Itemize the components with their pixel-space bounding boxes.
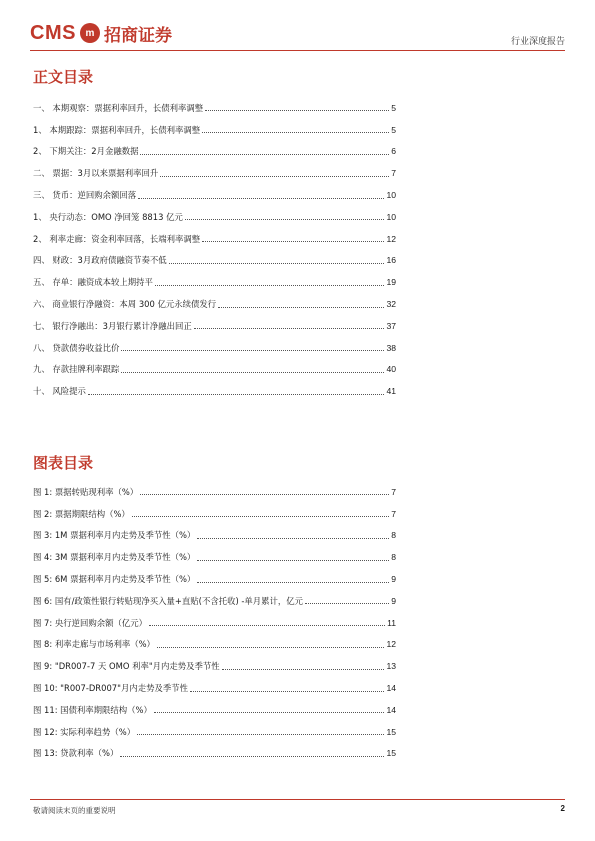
logo-latin-text: CMS <box>30 21 76 44</box>
dot-leader <box>140 494 389 495</box>
toc-entry-label[interactable]: 五、 存单：融资成本较上期持平 <box>33 277 153 288</box>
toc-entry-page[interactable]: 19 <box>386 277 396 288</box>
toc-entry-label[interactable]: 七、 银行净融出：3月银行累计净融出回正 <box>33 320 192 331</box>
page-number: 2 <box>560 804 565 813</box>
body-toc-entry[interactable] <box>33 141 396 163</box>
toc-entry-page[interactable]: 13 <box>386 661 396 672</box>
figure-toc-entry[interactable] <box>33 546 396 568</box>
toc-entry-page[interactable]: 6 <box>391 146 396 157</box>
dot-leader <box>202 241 384 242</box>
dot-leader <box>202 132 389 133</box>
body-toc-entry[interactable] <box>33 380 396 402</box>
body-toc-list <box>33 97 396 402</box>
body-toc-entry[interactable] <box>33 228 396 250</box>
dot-leader <box>305 603 389 604</box>
dot-leader <box>140 154 389 155</box>
figure-toc-entry[interactable] <box>33 590 396 612</box>
footer-divider <box>30 799 565 800</box>
toc-entry-page[interactable]: 37 <box>386 320 396 331</box>
dot-leader <box>132 516 389 517</box>
dot-leader <box>222 669 385 670</box>
toc-entry-page[interactable]: 11 <box>387 617 396 628</box>
dot-leader <box>154 712 385 713</box>
figure-toc-entry[interactable] <box>33 568 396 590</box>
toc-entry-label[interactable]: 2、 利率走廊：资金利率回落，长端利率调整 <box>33 233 201 244</box>
toc-entry-label[interactable]: 图 9: "DR007-7 天 OMO 利率"月内走势及季节性 <box>33 661 220 672</box>
toc-entry-page[interactable]: 7 <box>391 508 396 519</box>
figure-toc-entry[interactable] <box>33 612 396 634</box>
body-toc-entry[interactable] <box>33 162 396 184</box>
toc-entry-label[interactable]: 图 11: 国债利率期限结构（%） <box>33 704 152 715</box>
dot-leader <box>218 307 384 308</box>
figure-toc-entry[interactable] <box>33 634 396 656</box>
toc-entry-label[interactable]: 六、 商业银行净融资：本周 300 亿元永续债发行 <box>33 299 217 310</box>
dot-leader <box>157 647 385 648</box>
body-toc-entry[interactable] <box>33 206 396 228</box>
company-logo <box>30 18 172 48</box>
figure-toc-entry[interactable] <box>33 743 396 765</box>
toc-entry-page[interactable]: 38 <box>386 342 396 353</box>
dot-leader <box>197 538 389 539</box>
toc-entry-page[interactable]: 10 <box>386 190 396 201</box>
toc-entry-page[interactable]: 16 <box>386 255 396 266</box>
dot-leader <box>169 263 385 264</box>
figure-toc-title: 图表目录 <box>33 454 94 472</box>
toc-entry-label[interactable]: 一、 本期观察：票据利率回升，长债利率调整 <box>33 102 204 113</box>
toc-entry-label[interactable]: 图 4: 3M 票据利率月内走势及季节性（%） <box>33 552 196 563</box>
toc-entry-label[interactable]: 图 8: 利率走廊与市场利率（%） <box>33 639 155 650</box>
body-toc-entry[interactable] <box>33 359 396 381</box>
dot-leader <box>205 110 389 111</box>
toc-entry-label[interactable]: 图 13: 贷款利率（%） <box>33 748 119 759</box>
toc-entry-label[interactable]: 图 3: 1M 票据利率月内走势及季节性（%） <box>33 530 196 541</box>
body-toc-entry[interactable] <box>33 315 396 337</box>
body-toc-entry[interactable] <box>33 271 396 293</box>
figure-toc-entry[interactable] <box>33 655 396 677</box>
toc-entry-label[interactable]: 十、 风险提示 <box>33 386 86 397</box>
figure-toc-entry[interactable] <box>33 481 396 503</box>
toc-entry-label[interactable]: 2、 下期关注：2月金融数据 <box>33 146 139 157</box>
dot-leader <box>138 198 384 199</box>
figure-toc-entry[interactable] <box>33 699 396 721</box>
figure-toc-entry[interactable] <box>33 525 396 547</box>
figure-toc-list <box>33 481 396 764</box>
toc-entry-label[interactable]: 图 6: 国有/政策性银行转贴现净买入量+直贴(不含托收) -单月累计，亿元 <box>33 595 304 606</box>
figure-toc-entry[interactable] <box>33 721 396 743</box>
dot-leader <box>197 582 389 583</box>
dot-leader <box>160 176 389 177</box>
dot-leader <box>194 328 385 329</box>
dot-leader <box>190 691 384 692</box>
toc-entry-label[interactable]: 二、 票据：3月以来票据利率回升 <box>33 168 159 179</box>
report-type-label: 行业深度报告 <box>510 37 565 47</box>
body-toc-title: 正文目录 <box>33 68 94 86</box>
toc-entry-page[interactable]: 14 <box>386 704 396 715</box>
dot-leader <box>121 350 384 351</box>
dot-leader <box>120 756 384 757</box>
dot-leader <box>185 219 385 220</box>
toc-entry-page[interactable]: 15 <box>386 748 396 759</box>
toc-entry-page[interactable]: 5 <box>391 102 396 113</box>
toc-entry-label[interactable]: 图 10: "R007-DR007"月内走势及季节性 <box>33 683 188 694</box>
dot-leader <box>155 285 385 286</box>
disclaimer-note: 敬请阅读末页的重要说明 <box>33 806 116 815</box>
toc-entry-label[interactable]: 图 5: 6M 票据利率月内走势及季节性（%） <box>33 574 196 585</box>
toc-entry-label[interactable]: 四、 财政：3月政府债融资节奏不低 <box>33 255 167 266</box>
toc-entry-page[interactable]: 12 <box>386 233 396 244</box>
body-toc-entry[interactable] <box>33 293 396 315</box>
toc-entry-label[interactable]: 三、 货币：逆回购余额回落 <box>33 190 137 201</box>
header-divider <box>30 50 565 51</box>
toc-entry-label[interactable]: 1、 本期跟踪：票据利率回升，长债利率调整 <box>33 124 201 135</box>
toc-entry-label[interactable]: 图 2: 票据期限结构（%） <box>33 508 130 519</box>
toc-entry-label[interactable]: 图 7: 央行逆回购余额（亿元） <box>33 617 147 628</box>
dot-leader <box>197 560 389 561</box>
toc-entry-label[interactable]: 1、 央行动态：OMO 净回笼 8813 亿元 <box>33 211 183 222</box>
toc-entry-page[interactable]: 8 <box>391 552 396 563</box>
toc-entry-page[interactable]: 41 <box>386 386 396 397</box>
toc-entry-page[interactable]: 14 <box>386 683 396 694</box>
body-toc-entry[interactable] <box>33 337 396 359</box>
toc-entry-page[interactable]: 9 <box>391 595 396 606</box>
body-toc-entry[interactable] <box>33 184 396 206</box>
toc-entry-page[interactable]: 32 <box>386 299 396 310</box>
toc-entry-page[interactable]: 12 <box>386 639 396 650</box>
toc-entry-page[interactable]: 15 <box>386 726 396 737</box>
dot-leader <box>88 394 385 395</box>
body-toc-entry[interactable] <box>33 250 396 272</box>
toc-entry-page[interactable]: 7 <box>391 168 396 179</box>
toc-entry-page[interactable]: 5 <box>391 124 396 135</box>
toc-entry-page[interactable]: 40 <box>386 364 396 375</box>
dot-leader <box>121 372 384 373</box>
toc-entry-page[interactable]: 10 <box>386 211 396 222</box>
toc-entry-label[interactable]: 八、 贷款债券收益比价 <box>33 342 120 353</box>
toc-entry-label[interactable]: 图 1: 票据转贴现利率（%） <box>33 486 139 497</box>
figure-toc-entry[interactable] <box>33 503 396 525</box>
figure-toc-entry[interactable] <box>33 677 396 699</box>
body-toc-entry[interactable] <box>33 97 396 119</box>
dot-leader <box>149 625 385 626</box>
toc-entry-page[interactable]: 9 <box>391 574 396 585</box>
toc-entry-page[interactable]: 8 <box>391 530 396 541</box>
logo-chinese-text: 招商证券 <box>103 25 172 46</box>
toc-entry-label[interactable]: 图 12: 实际利率趋势（%） <box>33 726 136 737</box>
dot-leader <box>137 734 384 735</box>
page-header <box>30 18 565 52</box>
logo-seal-icon: m <box>80 23 100 43</box>
toc-entry-label[interactable]: 九、 存款挂牌利率跟踪 <box>33 364 120 375</box>
toc-entry-page[interactable]: 7 <box>391 486 396 497</box>
body-toc-entry[interactable] <box>33 119 396 141</box>
